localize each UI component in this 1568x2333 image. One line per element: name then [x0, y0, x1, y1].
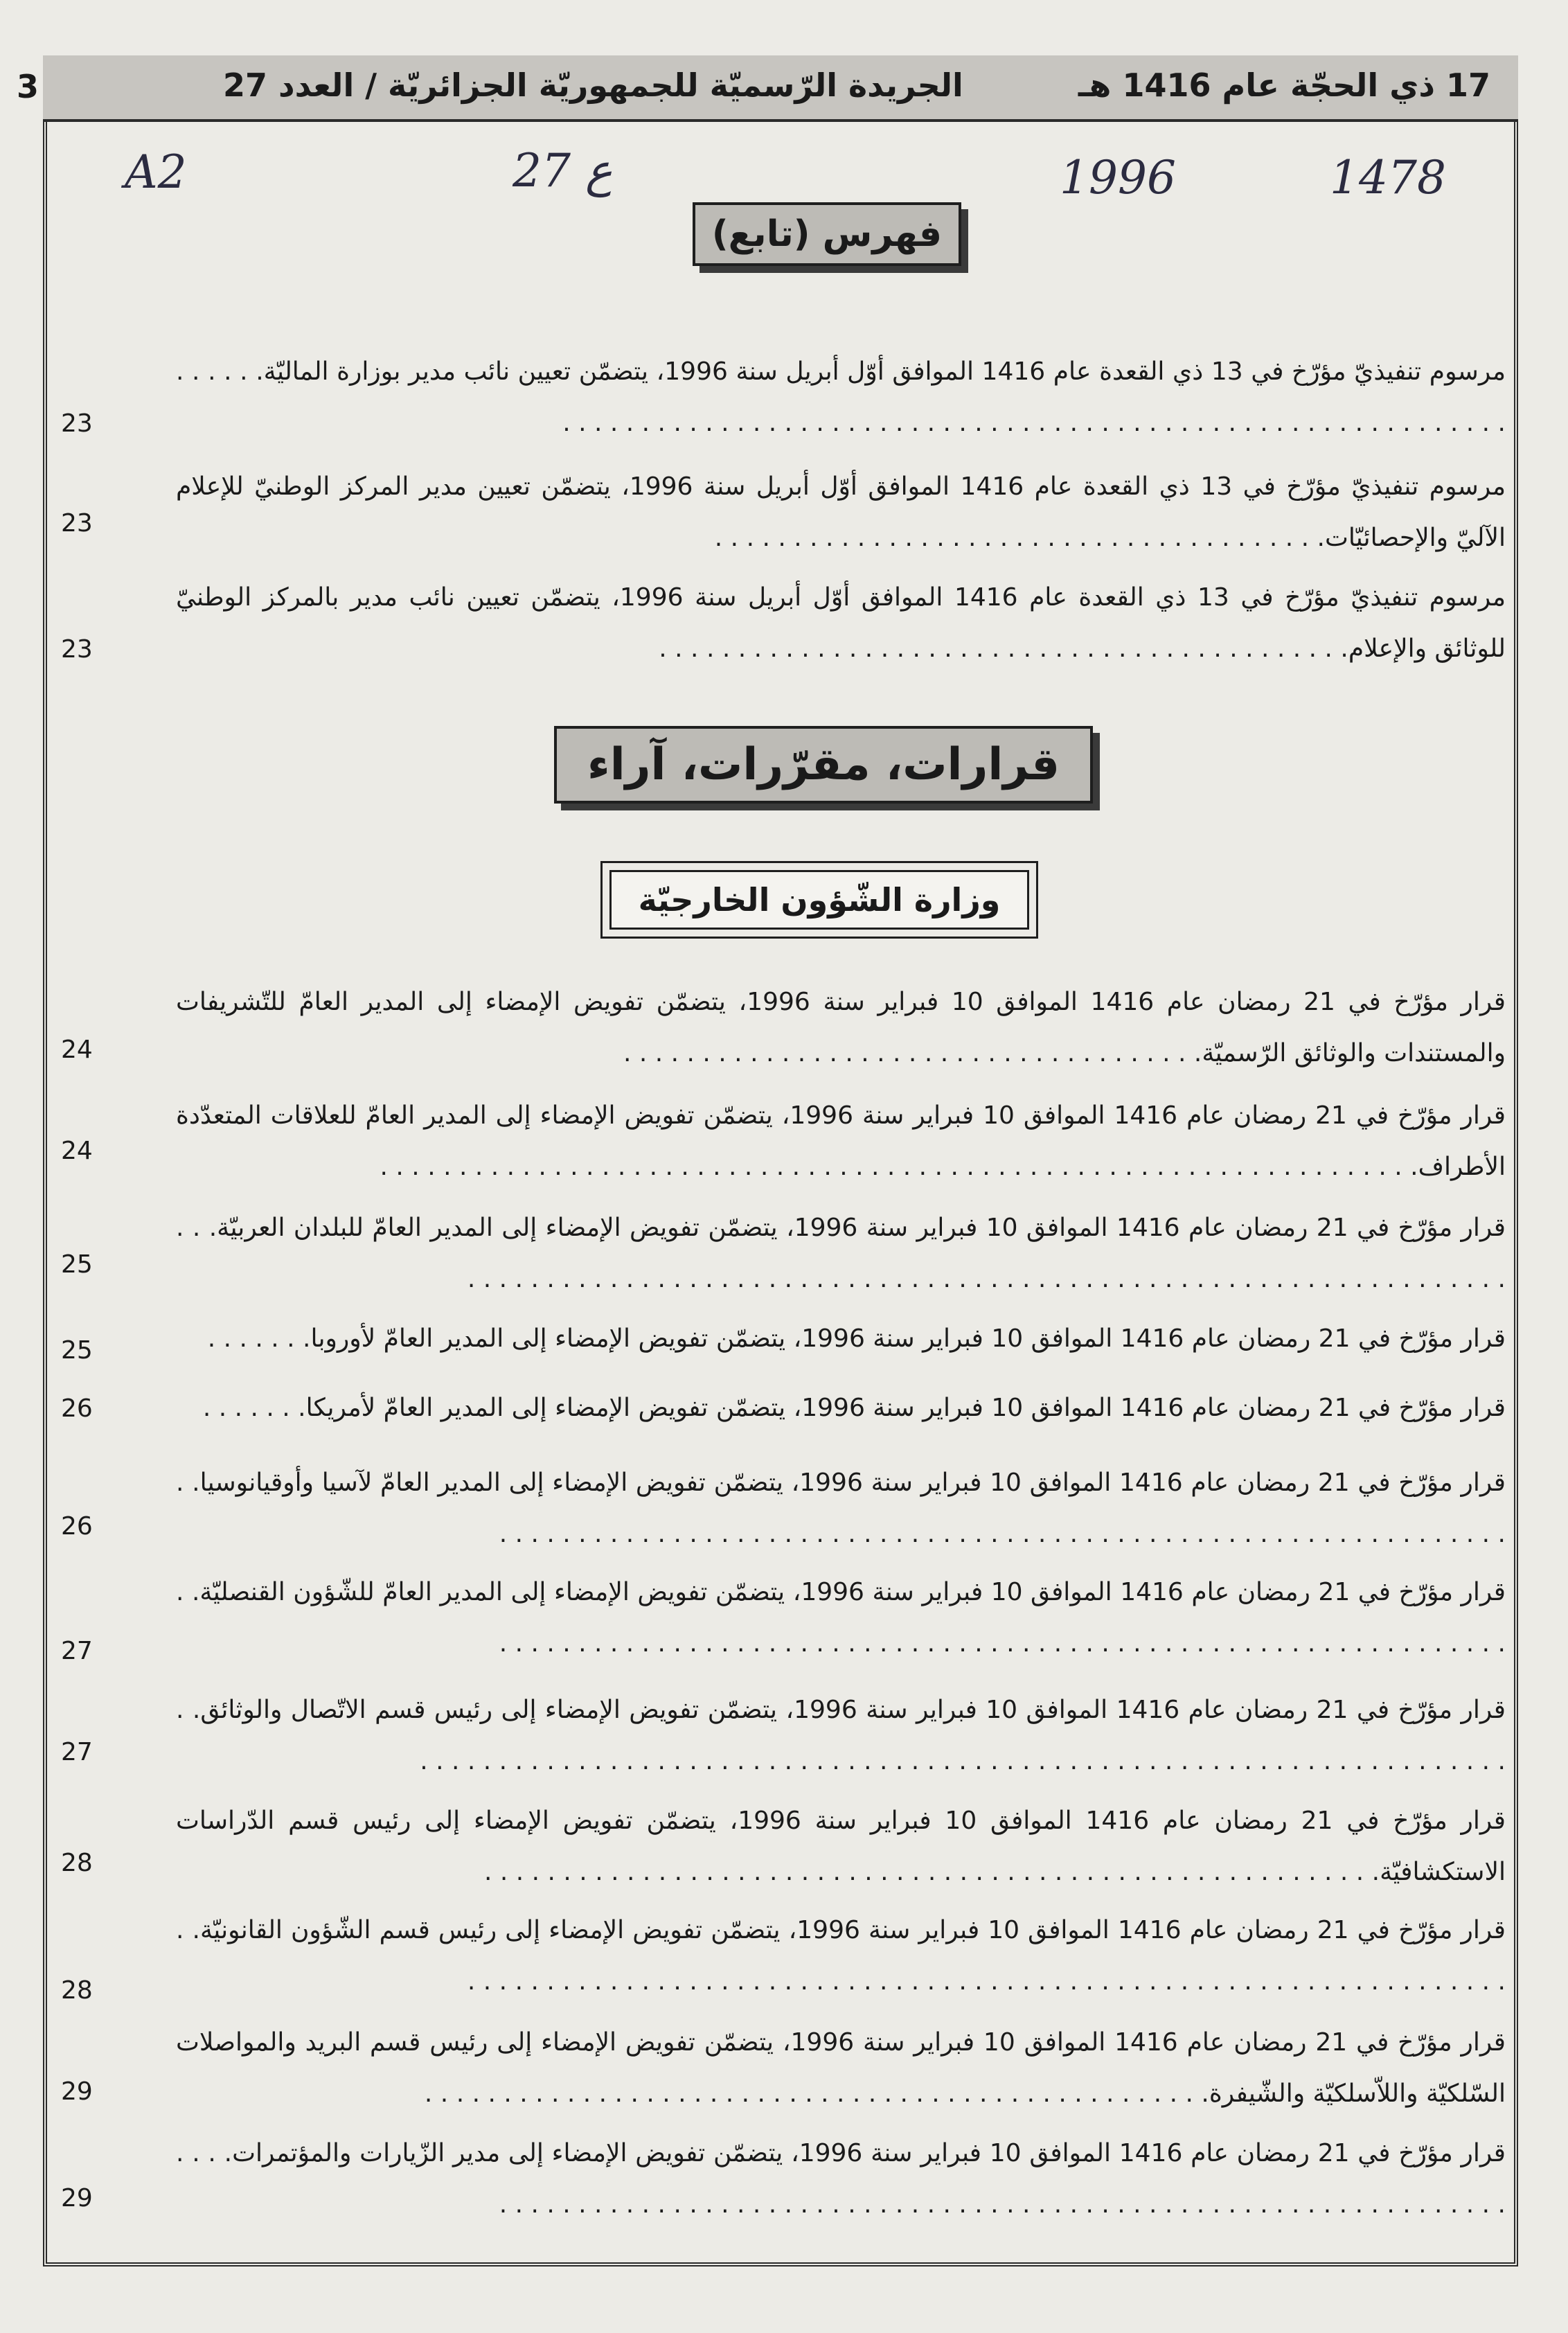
toc-page-number: 25 [61, 1250, 93, 1279]
toc-entry: قرار مؤرّخ في 21 رمضان عام 1416 الموافق 10 فبراير سنة 1996، يتضمّن تفويض الإمضاء إلى رئيس قسم الشّؤون القانونيّة. . . . . . . . . . . . . . . . . . . . . . . . . . . . . . . . . . . . . . . . . . . . . . . . . . . . . . . . . . . . . . . . . . . . [176, 1916, 1506, 1996]
toc-entry: قرار مؤرّخ في 21 رمضان عام 1416 الموافق 10 فبراير سنة 1996، يتضمّن تفويض الإمضاء إلى رئيس قسم البريد والمواصلات السّلكيّة واللاّسلكيّة والشّيفرة. . . . . . . . . . . . . . . . . . . . . . . . . . . . . . . . . . . . . . . . . . . . . . . . . . [176, 2028, 1506, 2108]
toc-entry: مرسوم تنفيذيّ مؤرّخ في 13 ذي القعدة عام 1416 الموافق أوّل أبريل سنة 1996، يتضمّن تعيين نائب مدير بوزارة الماليّة. . . . . . . . . . . . . . . . . . . . . . . . . . . . . . . . . . . . . . . . . . . . . . . . . . . . . . . . . . . . . . . . . . [176, 357, 1506, 437]
toc-entry: قرار مؤرّخ في 21 رمضان عام 1416 الموافق 10 فبراير سنة 1996، يتضمّن تفويض الإمضاء إلى المدير العامّ لأمريكا. . . . . . . [202, 1394, 1506, 1422]
toc-entry: قرار مؤرّخ في 21 رمضان عام 1416 الموافق 10 فبراير سنة 1996، يتضمّن تفويض الإمضاء إلى مدير الزّيارات والمؤتمرات. . . . . . . . . . . . . . . . . . . . . . . . . . . . . . . . . . . . . . . . . . . . . . . . . . . . . . . . . . . . . . . . . . . . [176, 2139, 1506, 2219]
toc-entry: مرسوم تنفيذيّ مؤرّخ في 13 ذي القعدة عام 1416 الموافق أوّل أبريل سنة 1996، يتضمّن تعيين مدير المركز الوطنيّ للإعلام الآليّ والإحصائيّات. . . . . . . . . . . . . . . . . . . . . . . . . . . . . . . . . . . . . . . [176, 472, 1506, 552]
toc-page-number: 28 [61, 1976, 93, 2005]
header-date: 17 ذي الحجّة عام 1416 هـ [1078, 66, 1490, 104]
toc-page-number: 29 [61, 2184, 93, 2212]
page-header [43, 55, 1518, 122]
page-number: 3 [17, 68, 39, 105]
toc-page-number: 25 [61, 1336, 93, 1365]
toc-page-number: 23 [61, 409, 93, 438]
toc-entry: قرار مؤرّخ في 21 رمضان عام 1416 الموافق 10 فبراير سنة 1996، يتضمّن تفويض الإمضاء إلى المدير العامّ للبلدان العربيّة. . . . . . . . . . . . . . . . . . . . . . . . . . . . . . . . . . . . . . . . . . . . . . . . . . . . . . . . . . . . . . . . . . . . . [176, 1214, 1506, 1293]
toc-entry: قرار مؤرّخ في 21 رمضان عام 1416 الموافق 10 فبراير سنة 1996، يتضمّن تفويض الإمضاء إلى المدير العامّ لأوروبا. . . . . . . [207, 1324, 1506, 1353]
handwritten-year: 1996 [1060, 151, 1176, 204]
toc-page-number: 23 [61, 509, 93, 538]
toc-entry: مرسوم تنفيذيّ مؤرّخ في 13 ذي القعدة عام 1416 الموافق أوّل أبريل سنة 1996، يتضمّن تعيين نائب مدير بالمركز الوطنيّ للوثائق والإعلام. . . . . . . . . . . . . . . . . . . . . . . . . . . . . . . . . . . . . . . . . . . . [176, 583, 1506, 663]
decisions-title: قرارات، مقرّرات، آراء [554, 726, 1093, 804]
toc-page-number: 24 [61, 1036, 93, 1064]
ministry-title: وزارة الشّؤون الخارجيّة [609, 870, 1029, 930]
toc-page-number: 26 [61, 1512, 93, 1541]
toc-entry: قرار مؤرّخ في 21 رمضان عام 1416 الموافق 10 فبراير سنة 1996، يتضمّن تفويض الإمضاء إلى رئيس قسم الاتّصال والوثائق. . . . . . . . . . . . . . . . . . . . . . . . . . . . . . . . . . . . . . . . . . . . . . . . . . . . . . . . . . . . . . . . . . . . . . . [176, 1696, 1506, 1775]
toc-entry: قرار مؤرّخ في 21 رمضان عام 1416 الموافق 10 فبراير سنة 1996، يتضمّن تفويض الإمضاء إلى المدير العامّ للشّؤون القنصليّة. . . . . . . . . . . . . . . . . . . . . . . . . . . . . . . . . . . . . . . . . . . . . . . . . . . . . . . . . . . . . . . . . . [176, 1578, 1506, 1658]
toc-page-number: 26 [61, 1394, 93, 1423]
index-title: فهرس (تابع) [693, 202, 961, 266]
toc-page-number: 28 [61, 1849, 93, 1877]
toc-entry: قرار مؤرّخ في 21 رمضان عام 1416 الموافق 10 فبراير سنة 1996، يتضمّن تفويض الإمضاء إلى المدير العامّ للتّشريفات والمستندات والوثائق الرّسميّة. . . . . . . . . . . . . . . . . . . . . . . . . . . . . . . . . . . . . [176, 988, 1506, 1067]
toc-page-number: 24 [61, 1137, 93, 1165]
handwritten-code: A2 [125, 145, 187, 199]
handwritten-number: 1478 [1330, 151, 1446, 204]
toc-page-number: 23 [61, 635, 93, 664]
toc-entry: قرار مؤرّخ في 21 رمضان عام 1416 الموافق 10 فبراير سنة 1996، يتضمّن تفويض الإمضاء إلى المدير العامّ للعلاقات المتعدّدة الأطراف. . . . . . . . . . . . . . . . . . . . . . . . . . . . . . . . . . . . . . . . . . . . . . . . . . . . . . . . . . . . . . . . . . [176, 1101, 1506, 1181]
header-title: الجريدة الرّسميّة للجمهوريّة الجزائريّة / العدد 27 [223, 66, 963, 104]
toc-page-number: 27 [61, 1738, 93, 1766]
toc-entry: قرار مؤرّخ في 21 رمضان عام 1416 الموافق 10 فبراير سنة 1996، يتضمّن تفويض الإمضاء إلى المدير العامّ لآسيا وأوقيانوسيا. . . . . . . . . . . . . . . . . . . . . . . . . . . . . . . . . . . . . . . . . . . . . . . . . . . . . . . . . . . . . . . . . . [176, 1469, 1506, 1548]
handwritten-reference: ع 27 [513, 144, 613, 197]
toc-entry: قرار مؤرّخ في 21 رمضان عام 1416 الموافق 10 فبراير سنة 1996، يتضمّن تفويض الإمضاء إلى رئيس قسم الدّراسات الاستكشافيّة. . . . . . . . . . . . . . . . . . . . . . . . . . . . . . . . . . . . . . . . . . . . . . . . . . . . . . . . . [176, 1807, 1506, 1886]
toc-page-number: 29 [61, 2077, 93, 2106]
toc-page-number: 27 [61, 1637, 93, 1665]
